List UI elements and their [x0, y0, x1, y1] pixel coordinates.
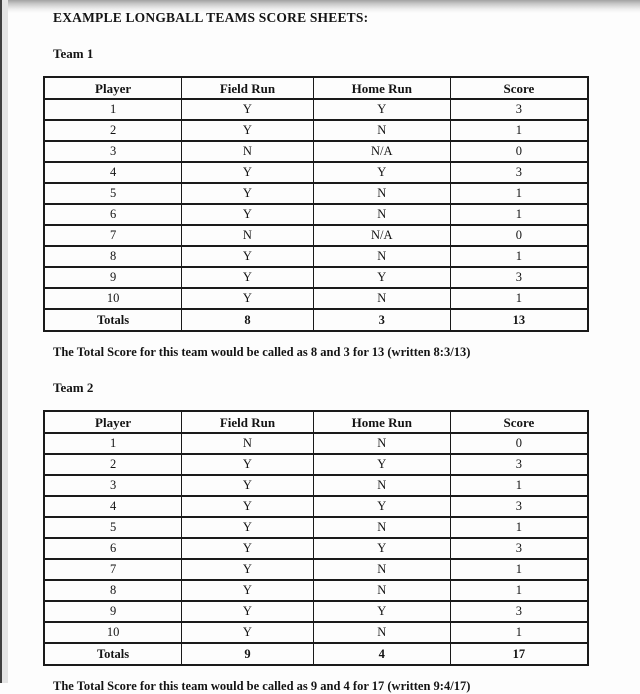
- table-cell: Y: [313, 454, 450, 475]
- table-row: [44, 601, 588, 622]
- column-header: Home Run: [313, 77, 450, 99]
- table-cell: 1: [450, 288, 588, 309]
- page-left-edge-line: [0, 0, 2, 683]
- table-cell: 7: [44, 559, 182, 580]
- table-row: [44, 225, 588, 246]
- table-row: [44, 162, 588, 183]
- table-cell: N/A: [313, 225, 450, 246]
- column-header: Player: [44, 77, 182, 99]
- table-cell: Y: [313, 162, 450, 183]
- table-cell: 3: [450, 538, 588, 559]
- table-cell: 8: [44, 580, 182, 601]
- table-cell: Y: [182, 475, 314, 496]
- table-body: [44, 99, 588, 331]
- table-cell: Y: [182, 246, 314, 267]
- table-cell: N: [182, 141, 314, 162]
- table-cell: 7: [44, 225, 182, 246]
- table-cell: 3: [44, 475, 182, 496]
- table-cell: 6: [44, 204, 182, 225]
- table-cell: 0: [450, 141, 588, 162]
- table-cell: 1: [450, 120, 588, 141]
- team-1-score-note: The Total Score for this team would be called as 8 and 3 for 13 (written 8:3/13): [53, 345, 471, 359]
- table-cell: Y: [313, 601, 450, 622]
- table-cell: 4: [313, 643, 450, 665]
- table-cell: 3: [450, 99, 588, 120]
- table-cell: Y: [182, 288, 314, 309]
- column-header: Field Run: [182, 77, 314, 99]
- table-cell: N: [313, 120, 450, 141]
- table-cell: 10: [44, 288, 182, 309]
- table-cell: N: [313, 559, 450, 580]
- table-row: [44, 99, 588, 120]
- table-cell: 5: [44, 183, 182, 204]
- table-cell: 3: [313, 309, 450, 331]
- table-cell: Y: [182, 538, 314, 559]
- table-header-row: [44, 411, 588, 433]
- table-cell: 1: [44, 99, 182, 120]
- table-cell: N: [313, 183, 450, 204]
- table-cell: 3: [450, 601, 588, 622]
- table-cell: Y: [182, 601, 314, 622]
- column-header: Field Run: [182, 411, 314, 433]
- table-cell: N: [313, 580, 450, 601]
- table-cell: Y: [182, 454, 314, 475]
- table-cell: 1: [450, 246, 588, 267]
- table-cell: Y: [313, 496, 450, 517]
- table-cell: 10: [44, 622, 182, 643]
- column-header: Player: [44, 411, 182, 433]
- team-1-score-table: [43, 76, 589, 332]
- table-cell: Y: [182, 183, 314, 204]
- team-2-score-note: The Total Score for this team would be called as 9 and 4 for 17 (written 9:4/17): [53, 679, 471, 693]
- table-cell: N: [182, 433, 314, 454]
- table-cell: 13: [450, 309, 588, 331]
- table-row: [44, 580, 588, 601]
- table-row: [44, 183, 588, 204]
- column-header: Home Run: [313, 411, 450, 433]
- table-row: [44, 622, 588, 643]
- table-header-row: [44, 77, 588, 99]
- table-row: [44, 496, 588, 517]
- table-cell: Y: [313, 267, 450, 288]
- table-cell: 9: [182, 643, 314, 665]
- table-cell: N: [313, 517, 450, 538]
- table-cell: 3: [450, 454, 588, 475]
- table-cell: 4: [44, 162, 182, 183]
- table-cell: Y: [182, 622, 314, 643]
- table-cell: 4: [44, 496, 182, 517]
- table-cell: Y: [182, 204, 314, 225]
- table-row: [44, 141, 588, 162]
- table-cell: Y: [182, 496, 314, 517]
- table-cell: 17: [450, 643, 588, 665]
- table-cell: 3: [44, 141, 182, 162]
- table-cell: 8: [44, 246, 182, 267]
- team-2-score-table: [43, 410, 589, 666]
- table-cell: Y: [182, 559, 314, 580]
- table-cell: N: [313, 204, 450, 225]
- table-cell: 1: [450, 622, 588, 643]
- table-cell: N: [313, 246, 450, 267]
- table-cell: Totals: [44, 643, 182, 665]
- table-cell: 1: [44, 433, 182, 454]
- table-cell: N/A: [313, 141, 450, 162]
- table-cell: 9: [44, 267, 182, 288]
- table-cell: Y: [182, 580, 314, 601]
- table-cell: Y: [313, 538, 450, 559]
- totals-row: [44, 309, 588, 331]
- table-cell: 2: [44, 454, 182, 475]
- table-cell: Y: [182, 267, 314, 288]
- table-row: [44, 475, 588, 496]
- table-row: [44, 204, 588, 225]
- table-row: [44, 433, 588, 454]
- table-cell: 1: [450, 183, 588, 204]
- table-cell: Y: [182, 120, 314, 141]
- team-1-label: Team 1: [53, 46, 94, 61]
- table-cell: N: [313, 433, 450, 454]
- column-header: Score: [450, 77, 588, 99]
- table-cell: 3: [450, 162, 588, 183]
- team-2-label: Team 2: [53, 380, 94, 395]
- table-cell: N: [182, 225, 314, 246]
- table-cell: 9: [44, 601, 182, 622]
- table-cell: 1: [450, 517, 588, 538]
- table-cell: 1: [450, 559, 588, 580]
- table-cell: N: [313, 475, 450, 496]
- table-row: [44, 288, 588, 309]
- table-cell: 5: [44, 517, 182, 538]
- table-row: [44, 559, 588, 580]
- table-row: [44, 246, 588, 267]
- table-cell: N: [313, 288, 450, 309]
- table-cell: Y: [182, 517, 314, 538]
- table-cell: 1: [450, 204, 588, 225]
- table-row: [44, 517, 588, 538]
- table-cell: 0: [450, 433, 588, 454]
- table-cell: 1: [450, 580, 588, 601]
- table-row: [44, 120, 588, 141]
- table-cell: Y: [182, 99, 314, 120]
- table-cell: 8: [182, 309, 314, 331]
- table-row: [44, 454, 588, 475]
- table-cell: 0: [450, 225, 588, 246]
- table-body: [44, 433, 588, 665]
- column-header: Score: [450, 411, 588, 433]
- table-cell: 1: [450, 475, 588, 496]
- table-cell: 2: [44, 120, 182, 141]
- table-cell: 6: [44, 538, 182, 559]
- table-cell: 3: [450, 496, 588, 517]
- table-cell: N: [313, 622, 450, 643]
- table-cell: Totals: [44, 309, 182, 331]
- table-cell: Y: [182, 162, 314, 183]
- totals-row: [44, 643, 588, 665]
- table-row: [44, 538, 588, 559]
- table-cell: 3: [450, 267, 588, 288]
- table-row: [44, 267, 588, 288]
- table-cell: Y: [313, 99, 450, 120]
- page-title: EXAMPLE LONGBALL TEAMS SCORE SHEETS:: [53, 10, 369, 25]
